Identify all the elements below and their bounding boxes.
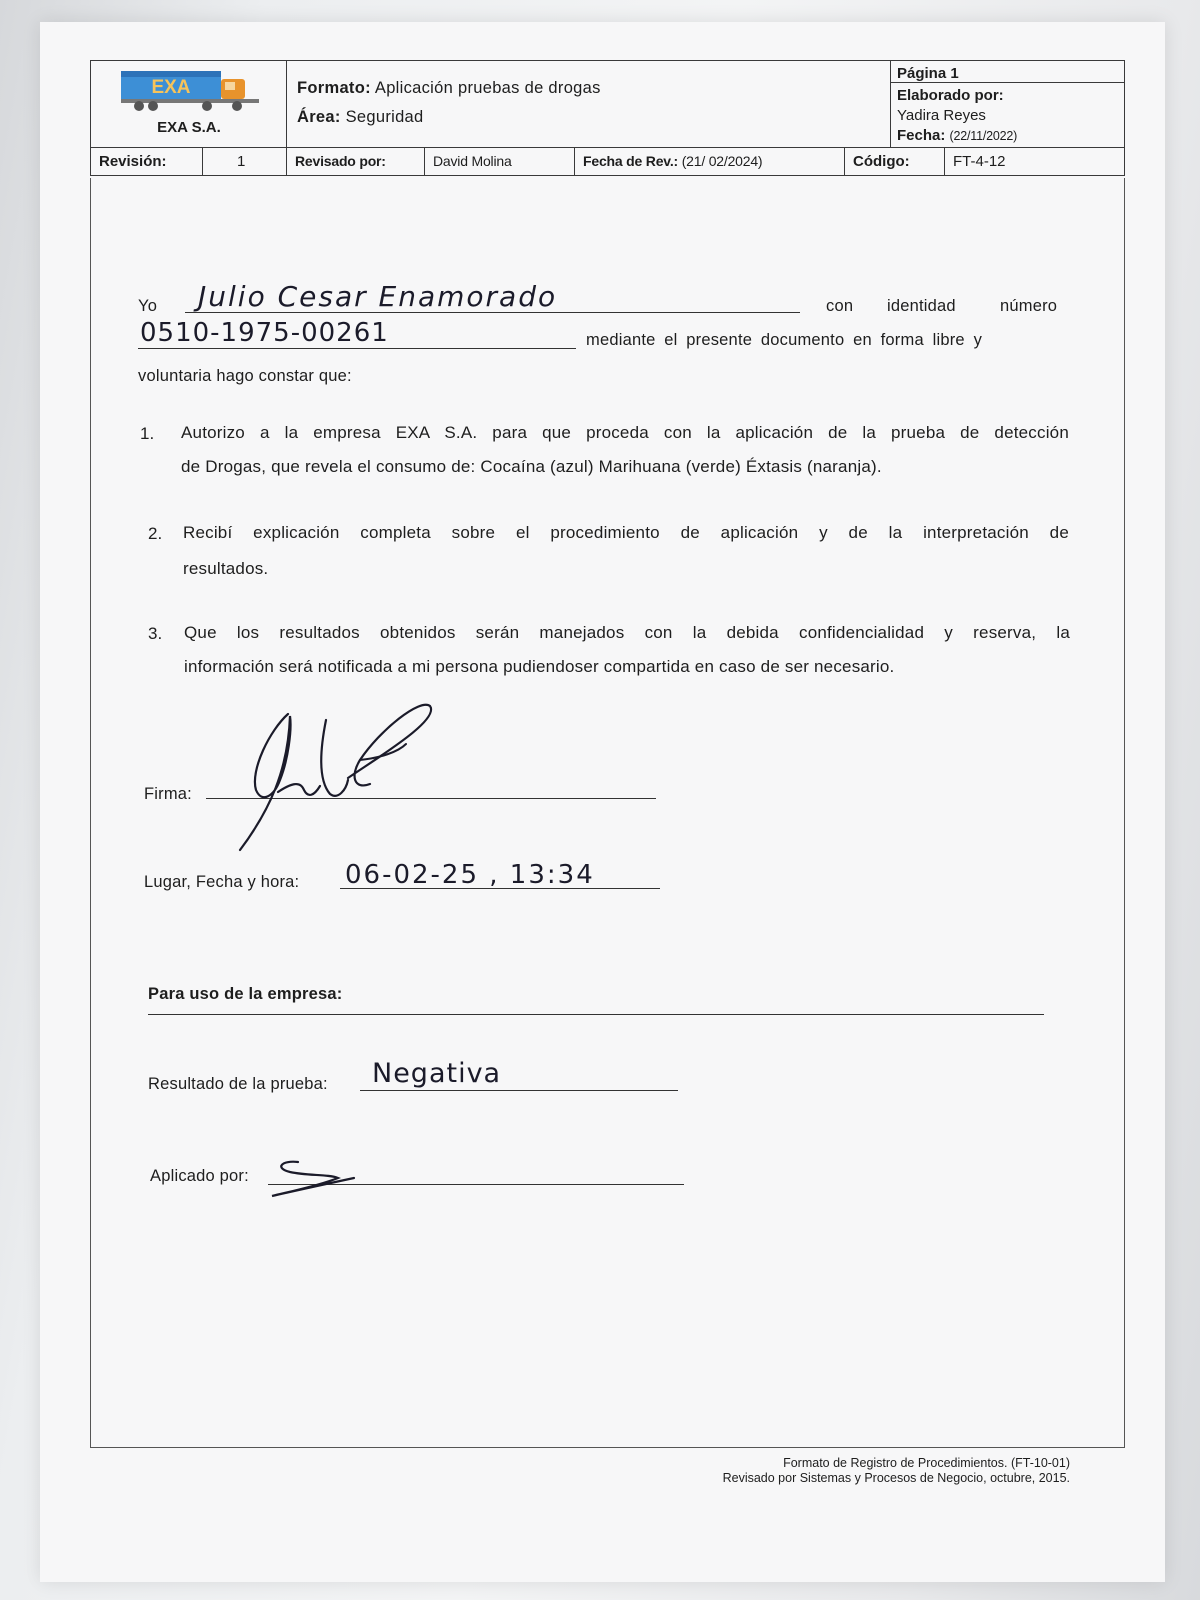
fecha-label: Fecha: xyxy=(897,127,946,144)
item-3-line2: información será notificada a mi persona pudiendoser compartida en caso de ser necesario. xyxy=(184,657,895,676)
revision-value: 1 xyxy=(203,148,287,176)
id-line xyxy=(138,348,576,349)
elaborado-value: Yadira Reyes xyxy=(897,107,986,124)
lugar-line xyxy=(340,888,660,889)
fecha-rev-label: Fecha de Rev.: xyxy=(583,153,678,169)
identidad-word: identidad xyxy=(887,297,956,315)
fecha-rev xyxy=(575,148,845,176)
footer-line-2: Revisado por Sistemas y Procesos de Negocio, octubre, 2015. xyxy=(722,1471,1070,1485)
lugar-label: Lugar, Fecha y hora: xyxy=(144,873,300,891)
handwritten-name: Julio Cesar Enamorado xyxy=(198,280,558,313)
document-footer xyxy=(723,1456,1070,1486)
area-value: Seguridad xyxy=(345,108,424,126)
fecha-value: (22/11/2022) xyxy=(949,129,1018,143)
empresa-divider xyxy=(148,1014,1044,1015)
page-number: Página 1 xyxy=(891,61,1124,83)
item-2-line2: resultados. xyxy=(183,559,269,578)
logo-cell xyxy=(91,61,287,147)
item-1-line2: de Drogas, que revela el consumo de: Cocaína (azul) Marihuana (verde) Éxtasis (naranja). xyxy=(181,457,882,476)
elaborado-label: Elaborado por: xyxy=(897,87,1004,104)
revision-row xyxy=(91,147,1124,175)
formato-value: Aplicación pruebas de drogas xyxy=(374,79,601,97)
numero-word: número xyxy=(1000,297,1058,315)
page-info-cell xyxy=(891,61,1124,147)
codigo-label: Código: xyxy=(845,148,945,176)
item-2-line1: Recibí explicación completa sobre el procedimiento de aplicación y de la interpretación de xyxy=(183,523,1069,542)
handwritten-id: 0510-1975-00261 xyxy=(140,318,389,348)
document-header-table xyxy=(90,60,1125,176)
revisado-label: Revisado por: xyxy=(287,148,425,176)
logo-text: EXA xyxy=(151,77,191,98)
aplicado-initials-scribble xyxy=(268,1156,358,1200)
name-line xyxy=(185,312,800,313)
fecha-line xyxy=(897,127,1017,144)
codigo-value: FT-4-12 xyxy=(953,153,1006,170)
handwritten-date-time: 06-02-25 , 13:34 xyxy=(345,860,595,890)
yo-word: Yo xyxy=(138,297,158,315)
fecha-rev-value: (21/ 02/2024) xyxy=(681,153,763,169)
item-2-number: 2. xyxy=(148,524,163,543)
handwritten-result: Negativa xyxy=(372,1058,502,1089)
resultado-line xyxy=(360,1090,678,1091)
con-word: con xyxy=(826,297,854,315)
company-name: EXA S.A. xyxy=(157,119,221,136)
firma-label: Firma: xyxy=(144,785,192,803)
aplicado-label: Aplicado por: xyxy=(150,1167,249,1185)
item-1-number: 1. xyxy=(140,424,155,443)
revision-label: Revisión: xyxy=(91,148,203,176)
item-3-number: 3. xyxy=(148,624,163,643)
item-1-line1: Autorizo a la empresa EXA S.A. para que proceda con la aplicación de la prueba de detección xyxy=(181,423,1069,442)
voluntaria-text: voluntaria hago constar que: xyxy=(138,367,352,385)
item-3-line1: Que los resultados obtenidos serán manejados con la debida confidencialidad y reserva, la xyxy=(184,623,1070,642)
empresa-title: Para uso de la empresa: xyxy=(148,985,343,1003)
formato-label: Formato: xyxy=(297,79,371,97)
title-cell xyxy=(287,61,891,147)
footer-line-1: Formato de Registro de Procedimientos. (FT-10-01) xyxy=(783,1456,1070,1470)
mediante-text: mediante el presente documento en forma libre y xyxy=(586,331,983,349)
resultado-label: Resultado de la prueba: xyxy=(148,1075,328,1093)
exa-truck-logo xyxy=(121,69,261,113)
revisado-value: David Molina xyxy=(425,148,575,176)
signature-scribble xyxy=(230,700,450,860)
area-label: Área: xyxy=(297,108,341,126)
